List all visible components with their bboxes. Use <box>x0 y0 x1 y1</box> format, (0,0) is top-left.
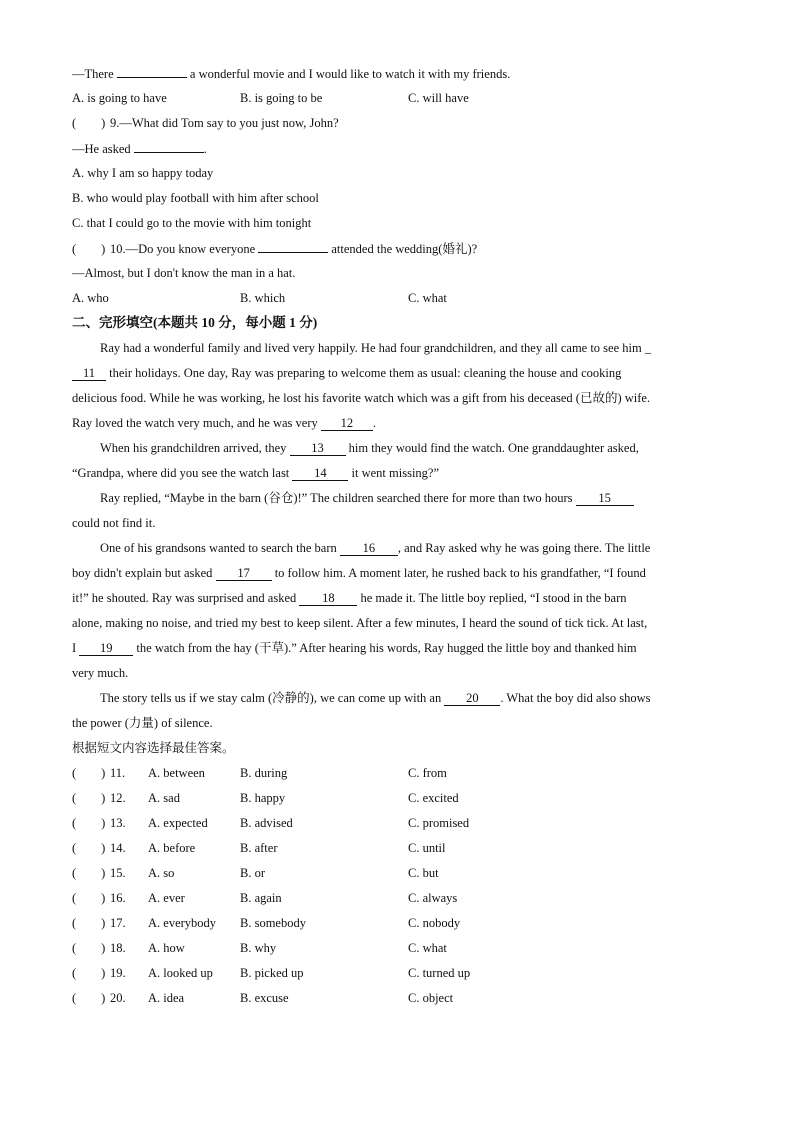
choice-option-a[interactable]: A. idea <box>148 991 185 1005</box>
q9-reply-after: . <box>203 142 207 156</box>
passage-line <box>72 663 722 688</box>
choice-option-b[interactable]: B. excuse <box>240 991 289 1005</box>
passage-line <box>72 363 722 388</box>
blank-11[interactable]: 11 <box>72 366 106 381</box>
q9-option-a[interactable]: A. why I am so happy today <box>72 166 214 180</box>
q9-reply-before: —He asked <box>72 142 131 156</box>
choice-row <box>72 913 722 938</box>
passage-text: it went missing?” <box>351 466 440 480</box>
choice-option-c[interactable]: C. promised <box>408 816 470 830</box>
choice-option-a[interactable]: A. ever <box>148 891 185 905</box>
passage-text: him they would find the watch. One granddaughter asked, <box>348 441 639 455</box>
choice-option-a[interactable]: A. looked up <box>148 966 213 980</box>
q8-dialog <box>72 63 722 88</box>
blank-19[interactable]: 19 <box>79 641 133 656</box>
passage-line <box>72 638 722 663</box>
passage-line <box>72 588 722 613</box>
passage-line <box>72 613 722 638</box>
q9-option-a-line <box>72 163 722 188</box>
q9-stem <box>72 113 722 138</box>
passage-text: The story tells us if we stay calm (冷静的), we can come up with an <box>100 691 442 705</box>
passage-line <box>72 413 722 438</box>
choice-option-a[interactable]: A. expected <box>148 816 208 830</box>
choice-option-a[interactable]: A. sad <box>148 791 180 805</box>
passage-text: Ray had a wonderful family and lived very happily. He had four grandchildren, and they all came to see him _ <box>100 341 652 355</box>
choice-number: 19. <box>110 966 126 980</box>
q8-option-c[interactable]: C. will have <box>408 91 469 105</box>
passage-text: the power (力量) of silence. <box>72 716 213 730</box>
choice-answer-paren[interactable]: ( ) <box>72 916 106 930</box>
blank-13[interactable]: 13 <box>290 441 346 456</box>
passage-line <box>72 688 722 713</box>
passage-text: When his grandchildren arrived, they <box>100 441 287 455</box>
choice-answer-paren[interactable]: ( ) <box>72 941 106 955</box>
passage-text: the watch from the hay (干草).” After hearing his words, Ray hugged the little boy and thanked him <box>136 641 637 655</box>
passage-line <box>72 463 722 488</box>
choice-number: 11. <box>110 766 126 780</box>
choice-answer-paren[interactable]: ( ) <box>72 816 106 830</box>
passage-line <box>72 388 722 413</box>
passage-text: could not find it. <box>72 516 156 530</box>
passage-text: , and Ray asked why he was going there. The little <box>397 541 651 555</box>
passage-text: alone, making no noise, and tried my best to keep silent. After a few minutes, I heard the sound of tick tick. At last, <box>72 616 648 630</box>
q10-reply: —Almost, but I don't know the man in a hat. <box>72 266 296 280</box>
choice-number: 14. <box>110 841 126 855</box>
q10-answer-paren[interactable]: ( ) <box>72 242 106 256</box>
choice-option-a[interactable]: A. before <box>148 841 196 855</box>
q9-answer-paren[interactable]: ( ) <box>72 116 106 130</box>
q9-blank[interactable] <box>134 138 204 153</box>
passage-text: I <box>72 641 77 655</box>
q10-option-a[interactable]: A. who <box>72 291 109 305</box>
q10-reply-line <box>72 263 722 288</box>
q10-blank[interactable] <box>258 238 328 253</box>
choice-number: 12. <box>110 791 126 805</box>
passage-line <box>72 513 722 538</box>
choice-option-a[interactable]: A. between <box>148 766 205 780</box>
q9-option-b-line <box>72 188 722 213</box>
choice-row <box>72 988 722 1013</box>
choice-option-c[interactable]: C. nobody <box>408 916 461 930</box>
exam-page <box>72 63 722 1013</box>
passage-line <box>72 563 722 588</box>
passage-text: to follow him. A moment later, he rushed back to his grandfather, “I found <box>274 566 646 580</box>
choice-option-b[interactable]: B. picked up <box>240 966 304 980</box>
passage-line <box>72 488 722 513</box>
blank-12[interactable]: 12 <box>321 416 373 431</box>
q8-option-a[interactable]: A. is going to have <box>72 91 167 105</box>
choice-number: 15. <box>110 866 126 880</box>
choice-row <box>72 938 722 963</box>
choice-option-b[interactable]: B. advised <box>240 816 293 830</box>
passage-text: “Grandpa, where did you see the watch last <box>72 466 290 480</box>
choice-answer-paren[interactable]: ( ) <box>72 991 106 1005</box>
q10-stem-before: 10.—Do you know everyone <box>110 242 256 256</box>
choice-option-b[interactable]: B. why <box>240 941 277 955</box>
passage-text: their holidays. One day, Ray was preparing to welcome them as usual: cleaning the house and cooking <box>109 366 622 380</box>
choice-option-c[interactable]: C. what <box>408 941 447 955</box>
choice-number: 18. <box>110 941 126 955</box>
choice-option-a[interactable]: A. everybody <box>148 916 217 930</box>
blank-17[interactable]: 17 <box>216 566 272 581</box>
choice-number: 20. <box>110 991 126 1005</box>
choice-option-c[interactable]: C. until <box>408 841 446 855</box>
q10-stem-after: attended the wedding(婚礼)? <box>331 242 478 256</box>
q8-dialog-after: a wonderful movie and I would like to watch it with my friends. <box>189 67 511 81</box>
q8-options <box>72 88 722 113</box>
passage-text: boy didn't explain but asked <box>72 566 213 580</box>
q10-options <box>72 288 722 313</box>
choice-option-b[interactable]: B. after <box>240 841 278 855</box>
choice-number: 17. <box>110 916 126 930</box>
q10-option-b[interactable]: B. which <box>240 291 286 305</box>
choice-answer-paren[interactable]: ( ) <box>72 966 106 980</box>
q10-option-c[interactable]: C. what <box>408 291 447 305</box>
blank-20[interactable]: 20 <box>444 691 500 706</box>
choice-option-b[interactable]: B. somebody <box>240 916 306 930</box>
q9-stem-text: 9.—What did Tom say to you just now, John? <box>110 116 339 130</box>
choice-answer-paren[interactable]: ( ) <box>72 866 106 880</box>
choice-option-b[interactable]: B. happy <box>240 791 286 805</box>
choice-row <box>72 763 722 788</box>
choice-answer-paren[interactable]: ( ) <box>72 891 106 905</box>
passage-text: he made it. The little boy replied, “I stood in the barn <box>360 591 627 605</box>
choice-option-b[interactable]: B. during <box>240 766 288 780</box>
passage-text: it!” he shouted. Ray was surprised and asked <box>72 591 297 605</box>
q10-stem <box>72 238 722 263</box>
choice-row <box>72 963 722 988</box>
choice-number: 13. <box>110 816 126 830</box>
q9-reply <box>72 138 722 163</box>
choice-option-c[interactable]: C. from <box>408 766 447 780</box>
q8-blank[interactable] <box>117 63 187 78</box>
choice-option-a[interactable]: A. so <box>148 866 175 880</box>
choice-answer-paren[interactable]: ( ) <box>72 766 106 780</box>
passage-text: delicious food. While he was working, he lost his favorite watch which was a gift from his deceased (已故的) wife. <box>72 391 651 405</box>
passage-line <box>72 438 722 463</box>
passage-line <box>72 538 722 563</box>
passage-text: One of his grandsons wanted to search the barn <box>100 541 337 555</box>
passage-text: very much. <box>72 666 129 680</box>
blank-18[interactable]: 18 <box>299 591 357 606</box>
passage-text: Ray replied, “Maybe in the barn (谷仓)!” The children searched there for more than two hours <box>100 491 573 505</box>
blank-14[interactable]: 14 <box>292 466 348 481</box>
choice-option-b[interactable]: B. or <box>240 866 265 880</box>
blank-16[interactable]: 16 <box>340 541 398 556</box>
passage-line <box>72 338 722 363</box>
q8-dialog-before: —There <box>72 67 114 81</box>
choice-answer-paren[interactable]: ( ) <box>72 841 106 855</box>
choice-answer-paren[interactable]: ( ) <box>72 791 106 805</box>
passage-text: . <box>372 416 377 430</box>
instruction-text: 根据短文内容选择最佳答案。 <box>72 741 235 755</box>
choice-option-c[interactable]: C. always <box>408 891 458 905</box>
q9-option-b[interactable]: B. who would play football with him after school <box>72 191 319 205</box>
section-title <box>72 313 722 338</box>
passage-text: Ray loved the watch very much, and he was very <box>72 416 318 430</box>
choice-number: 16. <box>110 891 126 905</box>
choice-row <box>72 863 722 888</box>
choice-row <box>72 838 722 863</box>
q8-option-b[interactable]: B. is going to be <box>240 91 323 105</box>
choice-option-c[interactable]: C. turned up <box>408 966 471 980</box>
choice-row <box>72 813 722 838</box>
passage-line <box>72 713 722 738</box>
choice-option-c[interactable]: C. but <box>408 866 439 880</box>
choice-option-a[interactable]: A. how <box>148 941 185 955</box>
choice-list <box>72 763 722 1013</box>
section-title-text: 二、完形填空(本题共 10 分，每小题 1 分) <box>72 315 318 330</box>
q9-option-c-line <box>72 213 722 238</box>
choice-row <box>72 788 722 813</box>
choice-option-b[interactable]: B. again <box>240 891 282 905</box>
passage-text: . What the boy did also shows <box>500 691 651 705</box>
choice-option-c[interactable]: C. excited <box>408 791 459 805</box>
choice-row <box>72 888 722 913</box>
q9-option-c[interactable]: C. that I could go to the movie with him tonight <box>72 216 312 230</box>
instruction <box>72 738 722 763</box>
choice-option-c[interactable]: C. object <box>408 991 454 1005</box>
blank-15[interactable]: 15 <box>576 491 634 506</box>
